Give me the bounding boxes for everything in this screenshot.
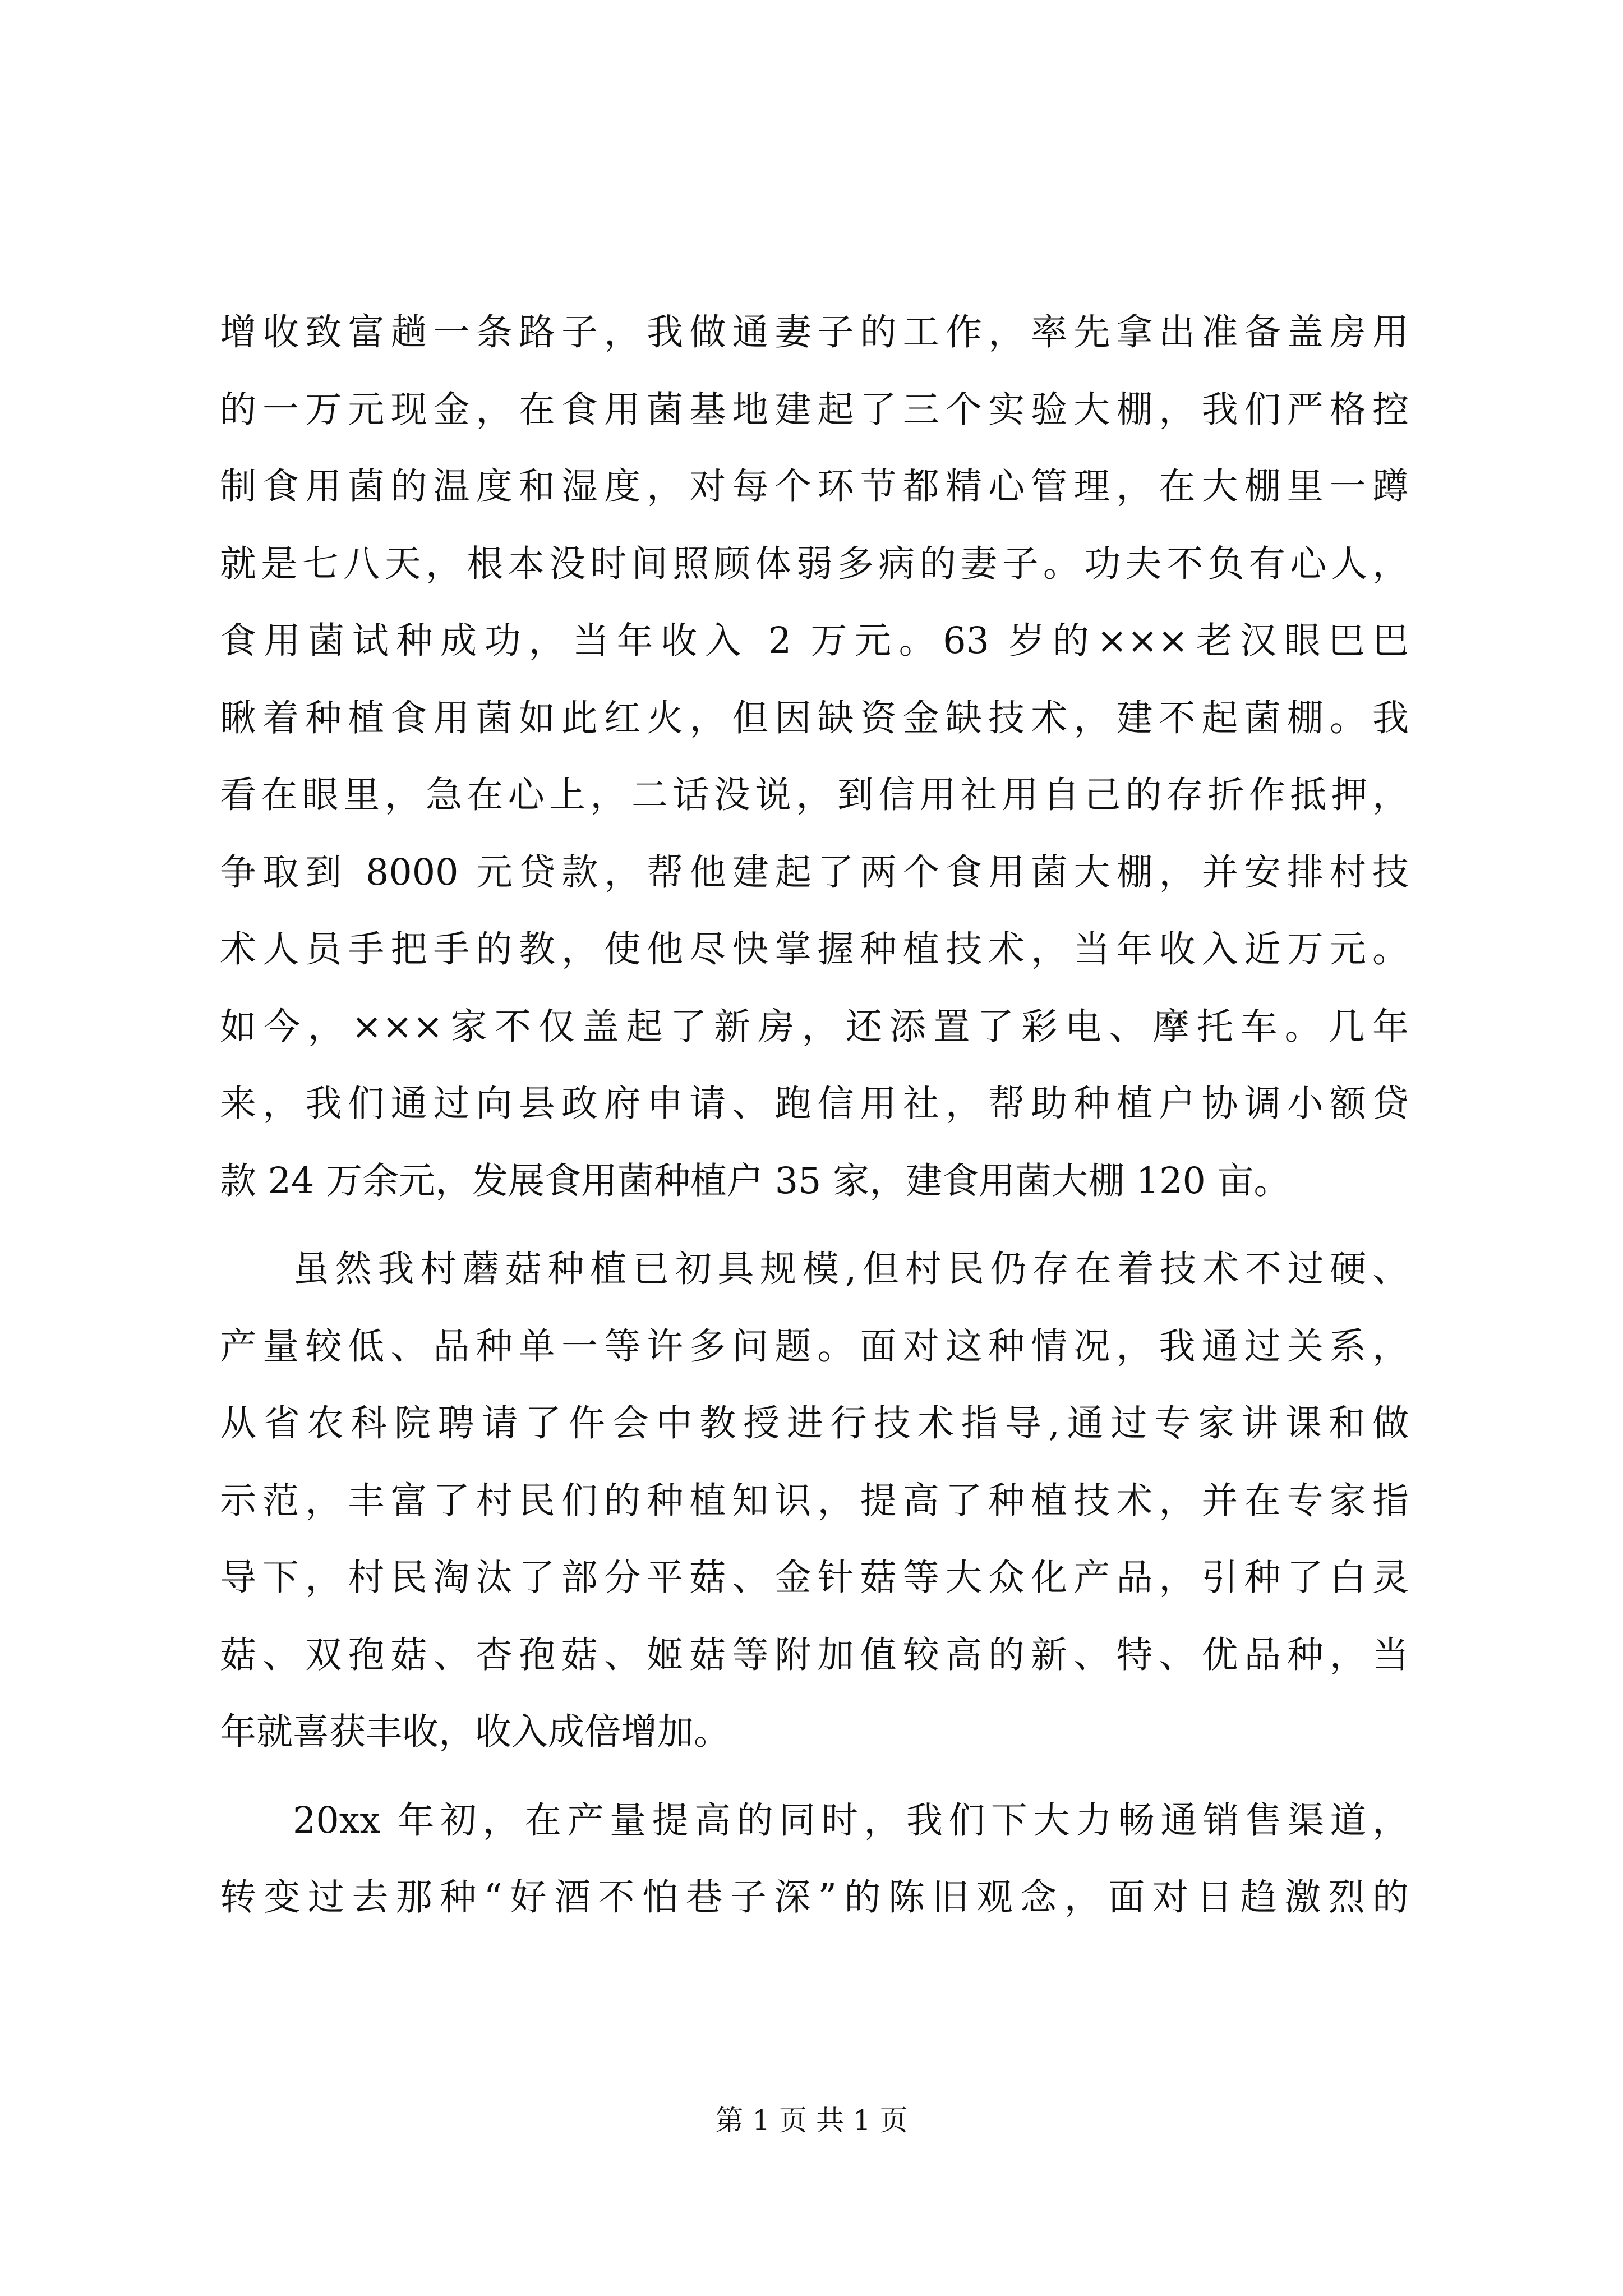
text-line: 瞅着种植食用菌如此红火，但因缺资金缺技术，建不起菌棚。我	[220, 697, 1409, 739]
text-line: 菇、双孢菇、杏孢菇、姬菇等附加值较高的新、特、优品种，当	[220, 1634, 1409, 1676]
document-body	[220, 294, 1409, 1936]
text-line: 产量较低、品种单一等许多问题。面对这种情况，我通过关系，	[220, 1325, 1409, 1368]
text-line: 的一万元现金，在食用菌基地建起了三个实验大棚，我们严格控	[220, 388, 1409, 431]
paragraph-2	[220, 1231, 1409, 1771]
text-line: 来，我们通过向县政府申请、跑信用社，帮助种植户协调小额贷	[220, 1083, 1409, 1125]
text-line: 转变过去那种“好酒不怕巷子深”的陈旧观念，面对日趋激烈的	[220, 1876, 1409, 1918]
paragraph-spacing	[220, 1771, 1409, 1782]
text-line: 制食用菌的温度和湿度，对每个环节都精心管理，在大棚里一蹲	[220, 466, 1409, 508]
text-line: 术人员手把手的教，使他尽快掌握种植技术，当年收入近万元。	[220, 928, 1409, 970]
paragraph-3	[220, 1782, 1409, 1936]
text-line: 虽然我村蘑菇种植已初具规模,但村民仍存在着技术不过硬、	[293, 1248, 1409, 1290]
text-line: 款 24 万余元，发展食用菌种植户 35 家，建食用菌大棚 120 亩。	[220, 1159, 1290, 1202]
text-line: 年就喜获丰收，收入成倍增加。	[220, 1711, 731, 1753]
text-line: 看在眼里，急在心上，二话没说，到信用社用自己的存折作抵押，	[220, 774, 1409, 816]
page-number-label: 第 1 页 共 1 页	[715, 2104, 908, 2137]
text-line: 20xx 年初，在产量提高的同时，我们下大力畅通销售渠道，	[293, 1799, 1409, 1842]
paragraph-spacing	[220, 1220, 1409, 1231]
text-line: 食用菌试种成功，当年收入 2 万元。63 岁的×××老汉眼巴巴	[220, 620, 1409, 662]
text-line: 示范，丰富了村民们的种植知识，提高了种植技术，并在专家指	[220, 1479, 1409, 1522]
paragraph-1	[220, 294, 1409, 1220]
text-line: 增收致富趟一条路子，我做通妻子的工作，率先拿出准备盖房用	[220, 311, 1409, 353]
text-line: 从省农科院聘请了仵会中教授进行技术指导,通过专家讲课和做	[220, 1402, 1409, 1444]
text-line: 如今，×××家不仅盖起了新房，还添置了彩电、摩托车。几年	[220, 1005, 1409, 1048]
text-line: 就是七八天，根本没时间照顾体弱多病的妻子。功夫不负有心人，	[220, 542, 1409, 585]
text-line: 导下，村民淘汰了部分平菇、金针菇等大众化产品，引种了白灵	[220, 1557, 1409, 1599]
page-footer	[0, 2098, 1623, 2138]
text-line: 争取到 8000 元贷款，帮他建起了两个食用菌大棚，并安排村技	[220, 851, 1409, 894]
